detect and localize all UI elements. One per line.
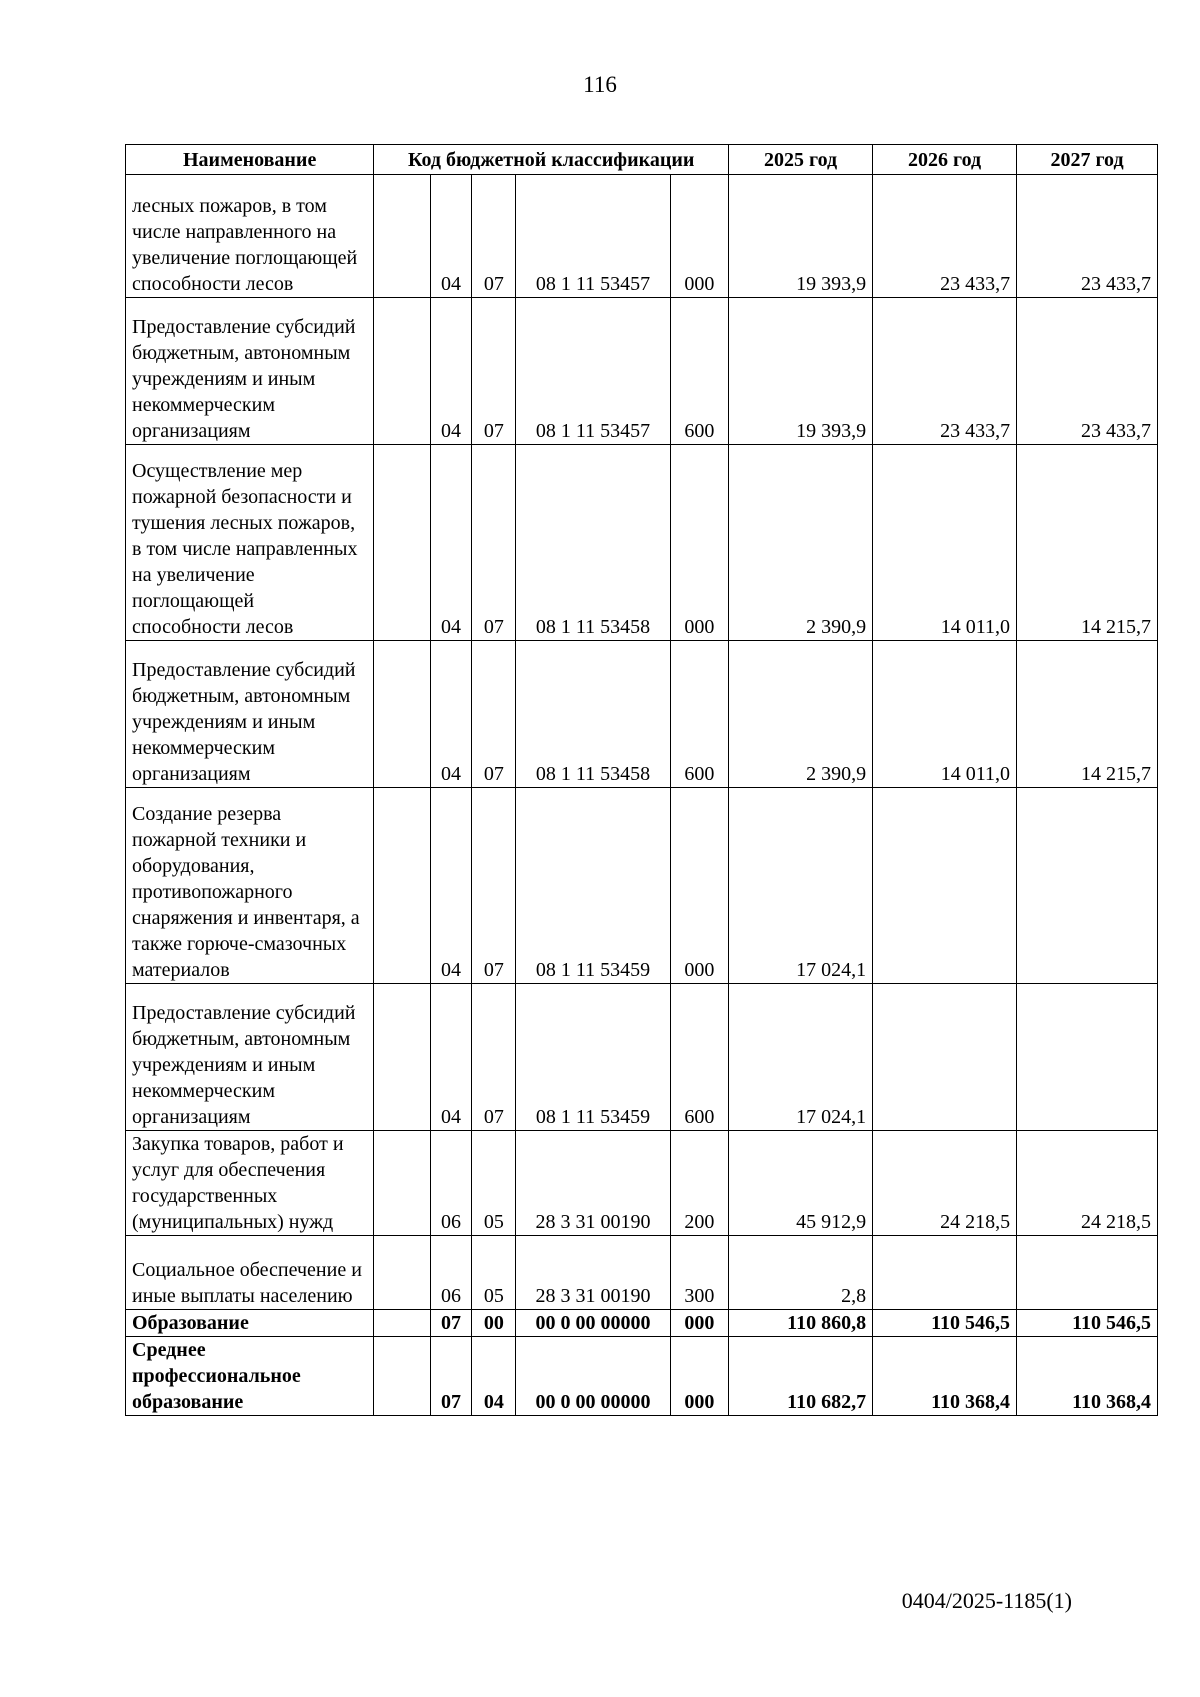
row-code-1 (374, 445, 430, 641)
row-code-type: 000 (670, 445, 728, 641)
row-value-2027: 14 215,7 (1017, 641, 1158, 788)
row-code-subsection: 00 (472, 1310, 516, 1337)
row-code-type: 000 (670, 175, 728, 298)
row-code-type: 000 (670, 788, 728, 984)
row-value-2027 (1017, 984, 1158, 1131)
row-value-2026: 110 546,5 (873, 1310, 1017, 1337)
table-row (126, 641, 1158, 788)
header-name: Наименование (126, 145, 374, 175)
row-code-section: 04 (430, 445, 472, 641)
row-code-target: 00 0 00 00000 (516, 1310, 670, 1337)
header-2025: 2025 год (729, 145, 873, 175)
row-code-target: 28 3 31 00190 (516, 1131, 670, 1236)
row-name: Создание резерва пожарной техники и оборудования, противопожарного снаряжения и инвентаря, а также горюче-смазочных материалов (126, 788, 374, 984)
header-2027: 2027 год (1017, 145, 1158, 175)
row-value-2025: 45 912,9 (729, 1131, 873, 1236)
row-code-subsection: 07 (472, 641, 516, 788)
row-value-2025: 17 024,1 (729, 984, 873, 1131)
row-value-2027 (1017, 788, 1158, 984)
row-value-2026 (873, 788, 1017, 984)
row-code-1 (374, 788, 430, 984)
row-value-2026: 23 433,7 (873, 298, 1017, 445)
table-body (126, 175, 1158, 1416)
table-row (126, 1310, 1158, 1337)
row-value-2025: 110 860,8 (729, 1310, 873, 1337)
row-value-2026: 14 011,0 (873, 445, 1017, 641)
row-value-2026: 23 433,7 (873, 175, 1017, 298)
table-row (126, 984, 1158, 1131)
budget-table (125, 144, 1158, 1416)
row-name: Социальное обеспечение и иные выплаты населению (126, 1236, 374, 1310)
row-code-target: 08 1 11 53459 (516, 788, 670, 984)
row-value-2026: 24 218,5 (873, 1131, 1017, 1236)
row-value-2027: 110 546,5 (1017, 1310, 1158, 1337)
row-code-subsection: 05 (472, 1131, 516, 1236)
row-name: Предоставление субсидий бюджетным, автономным учреждениям и иным некоммерческим организациям (126, 298, 374, 445)
table-row (126, 1337, 1158, 1416)
row-code-1 (374, 984, 430, 1131)
table-row (126, 175, 1158, 298)
row-name: Образование (126, 1310, 374, 1337)
table-row (126, 445, 1158, 641)
row-code-subsection: 05 (472, 1236, 516, 1310)
row-code-type: 000 (670, 1337, 728, 1416)
row-code-target: 28 3 31 00190 (516, 1236, 670, 1310)
header-code: Код бюджетной классификации (374, 145, 729, 175)
row-value-2026 (873, 1236, 1017, 1310)
row-value-2025: 17 024,1 (729, 788, 873, 984)
row-code-1 (374, 1236, 430, 1310)
row-value-2025: 2 390,9 (729, 641, 873, 788)
row-value-2025: 19 393,9 (729, 175, 873, 298)
row-code-section: 04 (430, 298, 472, 445)
row-name: Осуществление мер пожарной безопасности и тушения лесных пожаров, в том числе направленных на увеличение поглощающей способности лесов (126, 445, 374, 641)
row-value-2027: 14 215,7 (1017, 445, 1158, 641)
row-code-1 (374, 641, 430, 788)
row-code-type: 600 (670, 641, 728, 788)
row-code-target: 00 0 00 00000 (516, 1337, 670, 1416)
row-value-2027: 23 433,7 (1017, 175, 1158, 298)
row-code-subsection: 04 (472, 1337, 516, 1416)
row-code-target: 08 1 11 53457 (516, 175, 670, 298)
row-value-2027 (1017, 1236, 1158, 1310)
document-code: 0404/2025-1185(1) (901, 1588, 1072, 1613)
row-value-2027: 110 368,4 (1017, 1337, 1158, 1416)
row-code-type: 600 (670, 984, 728, 1131)
row-name: лесных пожаров, в том числе направленного на увеличение поглощающей способности лесов (126, 175, 374, 298)
row-name: Предоставление субсидий бюджетным, автономным учреждениям и иным некоммерческим организациям (126, 641, 374, 788)
row-value-2025: 2 390,9 (729, 445, 873, 641)
page-number: 116 (583, 72, 617, 97)
row-code-type: 000 (670, 1310, 728, 1337)
row-name: Среднее профессиональное образование (126, 1337, 374, 1416)
row-code-section: 07 (430, 1310, 472, 1337)
row-value-2026: 110 368,4 (873, 1337, 1017, 1416)
row-code-subsection: 07 (472, 788, 516, 984)
table-header-row (126, 145, 1158, 175)
row-code-type: 600 (670, 298, 728, 445)
row-value-2025: 2,8 (729, 1236, 873, 1310)
row-code-1 (374, 1131, 430, 1236)
row-value-2027: 24 218,5 (1017, 1131, 1158, 1236)
header-2026: 2026 год (873, 145, 1017, 175)
row-value-2026 (873, 984, 1017, 1131)
table-row (126, 1236, 1158, 1310)
row-code-target: 08 1 11 53459 (516, 984, 670, 1131)
table-row (126, 298, 1158, 445)
row-code-section: 07 (430, 1337, 472, 1416)
row-code-subsection: 07 (472, 175, 516, 298)
row-code-target: 08 1 11 53458 (516, 641, 670, 788)
row-code-section: 04 (430, 175, 472, 298)
row-code-subsection: 07 (472, 298, 516, 445)
row-code-section: 06 (430, 1236, 472, 1310)
row-value-2027: 23 433,7 (1017, 298, 1158, 445)
row-code-1 (374, 175, 430, 298)
row-code-subsection: 07 (472, 445, 516, 641)
row-code-section: 04 (430, 641, 472, 788)
row-name: Закупка товаров, работ и услуг для обеспечения государственных (муниципальных) нужд (126, 1131, 374, 1236)
row-value-2025: 19 393,9 (729, 298, 873, 445)
row-value-2025: 110 682,7 (729, 1337, 873, 1416)
row-code-1 (374, 298, 430, 445)
row-code-1 (374, 1337, 430, 1416)
row-code-section: 06 (430, 1131, 472, 1236)
row-code-target: 08 1 11 53457 (516, 298, 670, 445)
table-row (126, 788, 1158, 984)
row-code-section: 04 (430, 788, 472, 984)
row-name: Предоставление субсидий бюджетным, автономным учреждениям и иным некоммерческим организациям (126, 984, 374, 1131)
row-code-type: 200 (670, 1131, 728, 1236)
row-code-1 (374, 1310, 430, 1337)
table-row (126, 1131, 1158, 1236)
row-code-subsection: 07 (472, 984, 516, 1131)
row-code-type: 300 (670, 1236, 728, 1310)
row-code-target: 08 1 11 53458 (516, 445, 670, 641)
row-code-section: 04 (430, 984, 472, 1131)
row-value-2026: 14 011,0 (873, 641, 1017, 788)
